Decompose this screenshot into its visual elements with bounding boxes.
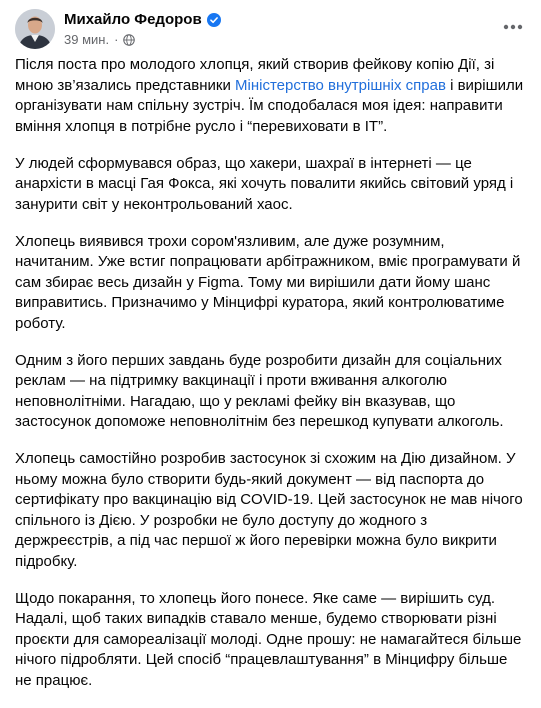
verified-badge-icon (207, 13, 221, 27)
more-options-button[interactable] (499, 12, 527, 40)
post-paragraph-2: У людей сформувався образ, що хакери, шахраї в інтернеті — це анархісти в масці Гая Фокса, які хочуть повалити якийсь світовий уряд і занурити світ у неконтрольований хаос. (15, 154, 514, 213)
post-meta (64, 32, 135, 47)
paragraph-text: Після поста про молодого хлопця, який створив фейкову копію Дії, зі мною зв’язались представники (15, 56, 495, 94)
post-time[interactable]: 39 мин. (64, 32, 110, 47)
more-options-icon (503, 17, 523, 35)
post-text (15, 55, 525, 708)
post-header (15, 8, 531, 52)
post-paragraph-4: Одним з його перших завдань буде розробити дизайн для соціальних реклам — на підтримку вакцинації і проти вживання алкоголю неповнолітніми. Нагадаю, що у рекламі фейку він вказував, що застосунок допоможе неповнолітнім без перешкод купувати алкоголь. (15, 351, 504, 430)
paragraph-text: і вирішили організувати нам спільну зустріч. Їм сподобалася моя ідея: направити вміння хлопця в потрібне русло і “перевиховати в ІТ”. (15, 76, 524, 135)
author-avatar[interactable] (15, 9, 55, 49)
globe-icon[interactable] (123, 34, 135, 46)
meta-separator: · (114, 32, 119, 47)
post-paragraph-6: Щодо покарання, то хлопець його понесе. Яке саме — вирішить суд. Надалі, щоб таких випадків ставало менше, будемо створювати різні проєкти для самореалізації молоді. Одне прошу: не намагайтеся більше нічого підробляти. Цей спосіб “працевлаштування” в Мінцифру більше не працює. (15, 589, 522, 689)
author-name[interactable]: Михайло Федоров (64, 11, 202, 28)
post-paragraph-5: Хлопець самостійно розробив застосунок зі схожим на Дію дизайном. У ньому можна було створити будь-який документ — від паспорта до сертифікату про вакцинацію від COVID-19. Цей застосунок не мав нічого спільного із Дією. У розробки не було доступу до жодного з держреєстрів, а під час першої ж його перевірки можна було викрити підробку. (15, 450, 523, 570)
ministry-link[interactable]: Міністерство внутрішніх справ (235, 76, 446, 94)
post-paragraph-3: Хлопець виявився трохи сором'язливим, але дуже розумним, начитаним. Уже встиг попрацювати арбітражником, вміє програмувати й сам збирає весь дизайн у Figma. Тому ми вирішили дати йому шанс виправитись. Призначимо у Мінцифрі куратора, який контролюватиме роботу. (15, 232, 521, 332)
post-paragraph-1 (15, 55, 525, 137)
author-line (64, 11, 221, 28)
